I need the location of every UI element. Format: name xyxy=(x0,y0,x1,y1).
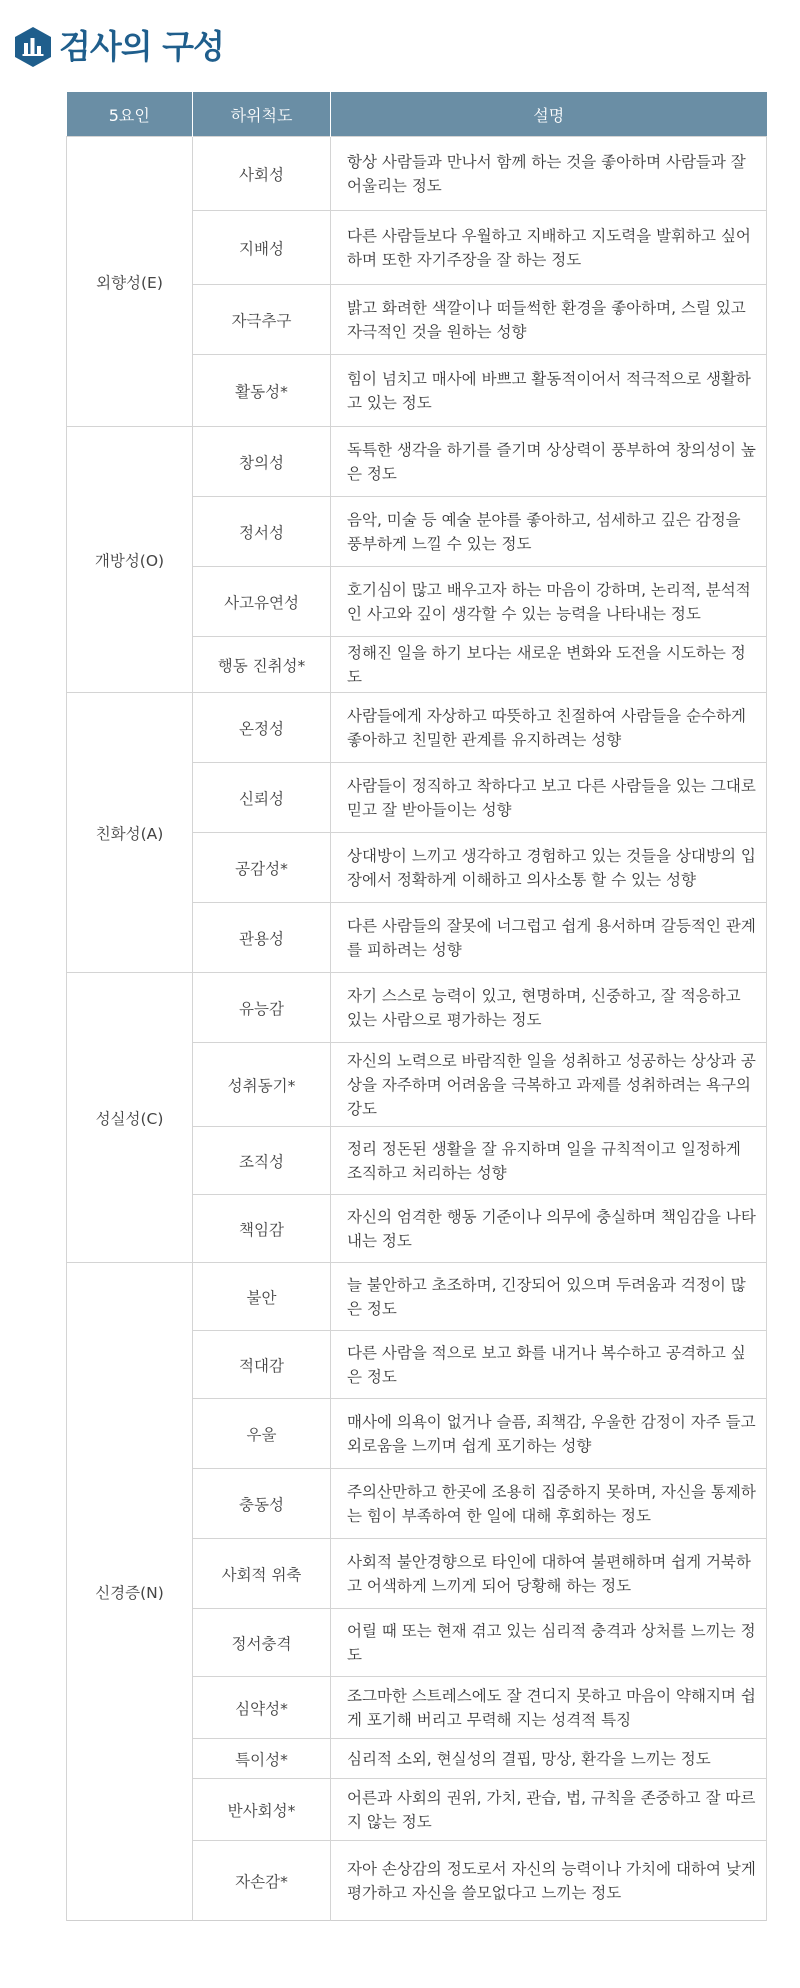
subscale-cell: 성취동기* xyxy=(193,1043,331,1127)
description-cell: 어른과 사회의 권위, 가치, 관습, 법, 규칙을 존중하고 잘 따르지 않는 정도 xyxy=(331,1779,767,1841)
scale-table xyxy=(66,92,767,1921)
description-cell: 항상 사람들과 만나서 함께 하는 것을 좋아하며 사람들과 잘 어울리는 정도 xyxy=(331,137,767,211)
factor-cell: 신경증(N) xyxy=(67,1263,193,1921)
description-cell: 늘 불안하고 초조하며, 긴장되어 있으며 두려움과 걱정이 많은 정도 xyxy=(331,1263,767,1331)
factor-cell: 성실성(C) xyxy=(67,973,193,1263)
subscale-cell: 온정성 xyxy=(193,693,331,763)
description-cell: 호기심이 많고 배우고자 하는 마음이 강하며, 논리적, 분석적인 사고와 깊이 생각할 수 있는 능력을 나타내는 정도 xyxy=(331,567,767,637)
factor-cell: 외향성(E) xyxy=(67,137,193,427)
subscale-cell: 지배성 xyxy=(193,211,331,285)
column-header-subscale: 하위척도 xyxy=(193,92,331,137)
subscale-cell: 공감성* xyxy=(193,833,331,903)
table-row xyxy=(67,973,767,1043)
subscale-cell: 관용성 xyxy=(193,903,331,973)
description-cell: 주의산만하고 한곳에 조용히 집중하지 못하며, 자신을 통제하는 힘이 부족하여 한 일에 대해 후회하는 정도 xyxy=(331,1469,767,1539)
table-row xyxy=(67,137,767,211)
column-header-description: 설명 xyxy=(331,92,767,137)
subscale-cell: 적대감 xyxy=(193,1331,331,1399)
column-header-factor: 5요인 xyxy=(67,92,193,137)
subscale-cell: 사고유연성 xyxy=(193,567,331,637)
description-cell: 다른 사람을 적으로 보고 화를 내거나 복수하고 공격하고 싶은 정도 xyxy=(331,1331,767,1399)
table-header-row xyxy=(67,92,767,137)
description-cell: 자아 손상감의 정도로서 자신의 능력이나 가치에 대하여 낮게 평가하고 자신을 쓸모없다고 느끼는 정도 xyxy=(331,1841,767,1921)
subscale-cell: 사회적 위축 xyxy=(193,1539,331,1609)
factor-cell: 친화성(A) xyxy=(67,693,193,973)
description-cell: 조그마한 스트레스에도 잘 견디지 못하고 마음이 약해지며 쉽게 포기해 버리고 무력해 지는 성격적 특징 xyxy=(331,1677,767,1739)
chart-hex-icon xyxy=(14,26,52,68)
subscale-cell: 사회성 xyxy=(193,137,331,211)
subscale-cell: 책임감 xyxy=(193,1195,331,1263)
description-cell: 자기 스스로 능력이 있고, 현명하며, 신중하고, 잘 적응하고 있는 사람으로 평가하는 정도 xyxy=(331,973,767,1043)
description-cell: 상대방이 느끼고 생각하고 경험하고 있는 것들을 상대방의 입장에서 정확하게 이해하고 의사소통 할 수 있는 성향 xyxy=(331,833,767,903)
factor-cell: 개방성(O) xyxy=(67,427,193,693)
subscale-cell: 조직성 xyxy=(193,1127,331,1195)
subscale-cell: 정서성 xyxy=(193,497,331,567)
description-cell: 자신의 노력으로 바람직한 일을 성취하고 성공하는 상상과 공상을 자주하며 어려움을 극복하고 과제를 성취하려는 욕구의 강도 xyxy=(331,1043,767,1127)
description-cell: 다른 사람들보다 우월하고 지배하고 지도력을 발휘하고 싶어 하며 또한 자기주장을 잘 하는 정도 xyxy=(331,211,767,285)
table-row xyxy=(67,693,767,763)
description-cell: 정해진 일을 하기 보다는 새로운 변화와 도전을 시도하는 정도 xyxy=(331,637,767,693)
description-cell: 매사에 의욕이 없거나 슬픔, 죄책감, 우울한 감정이 자주 들고 외로움을 느끼며 쉽게 포기하는 성향 xyxy=(331,1399,767,1469)
table-body xyxy=(67,137,767,1921)
description-cell: 심리적 소외, 현실성의 결핍, 망상, 환각을 느끼는 정도 xyxy=(331,1739,767,1779)
description-cell: 사람들이 정직하고 착하다고 보고 다른 사람들을 있는 그대로 믿고 잘 받아들이는 성향 xyxy=(331,763,767,833)
description-cell: 밝고 화려한 색깔이나 떠들썩한 환경을 좋아하며, 스릴 있고 자극적인 것을 원하는 성향 xyxy=(331,285,767,355)
subscale-cell: 창의성 xyxy=(193,427,331,497)
page-title: 검사의 구성 xyxy=(59,27,224,66)
subscale-cell: 행동 진취성* xyxy=(193,637,331,693)
subscale-cell: 자손감* xyxy=(193,1841,331,1921)
description-cell: 자신의 엄격한 행동 기준이나 의무에 충실하며 책임감을 나타내는 정도 xyxy=(331,1195,767,1263)
subscale-cell: 자극추구 xyxy=(193,285,331,355)
subscale-cell: 활동성* xyxy=(193,355,331,427)
subscale-cell: 충동성 xyxy=(193,1469,331,1539)
table-row xyxy=(67,1263,767,1331)
subscale-cell: 심약성* xyxy=(193,1677,331,1739)
description-cell: 힘이 넘치고 매사에 바쁘고 활동적이어서 적극적으로 생활하고 있는 정도 xyxy=(331,355,767,427)
subscale-cell: 불안 xyxy=(193,1263,331,1331)
subscale-cell: 우울 xyxy=(193,1399,331,1469)
subscale-cell: 정서충격 xyxy=(193,1609,331,1677)
description-cell: 독특한 생각을 하기를 즐기며 상상력이 풍부하여 창의성이 높은 정도 xyxy=(331,427,767,497)
description-cell: 다른 사람들의 잘못에 너그럽고 쉽게 용서하며 갈등적인 관계를 피하려는 성향 xyxy=(331,903,767,973)
description-cell: 어릴 때 또는 현재 겪고 있는 심리적 충격과 상처를 느끼는 정도 xyxy=(331,1609,767,1677)
description-cell: 정리 정돈된 생활을 잘 유지하며 일을 규칙적이고 일정하게 조직하고 처리하는 성향 xyxy=(331,1127,767,1195)
description-cell: 음악, 미술 등 예술 분야를 좋아하고, 섬세하고 깊은 감정을 풍부하게 느낄 수 있는 정도 xyxy=(331,497,767,567)
subscale-cell: 특이성* xyxy=(193,1739,331,1779)
subscale-cell: 반사회성* xyxy=(193,1779,331,1841)
description-cell: 사람들에게 자상하고 따뜻하고 친절하여 사람들을 순수하게 좋아하고 친밀한 관계를 유지하려는 성향 xyxy=(331,693,767,763)
subscale-cell: 신뢰성 xyxy=(193,763,331,833)
subscale-cell: 유능감 xyxy=(193,973,331,1043)
title-bar xyxy=(14,24,224,70)
table-row xyxy=(67,427,767,497)
description-cell: 사회적 불안경향으로 타인에 대하여 불편해하며 쉽게 거북하고 어색하게 느끼게 되어 당황해 하는 정도 xyxy=(331,1539,767,1609)
